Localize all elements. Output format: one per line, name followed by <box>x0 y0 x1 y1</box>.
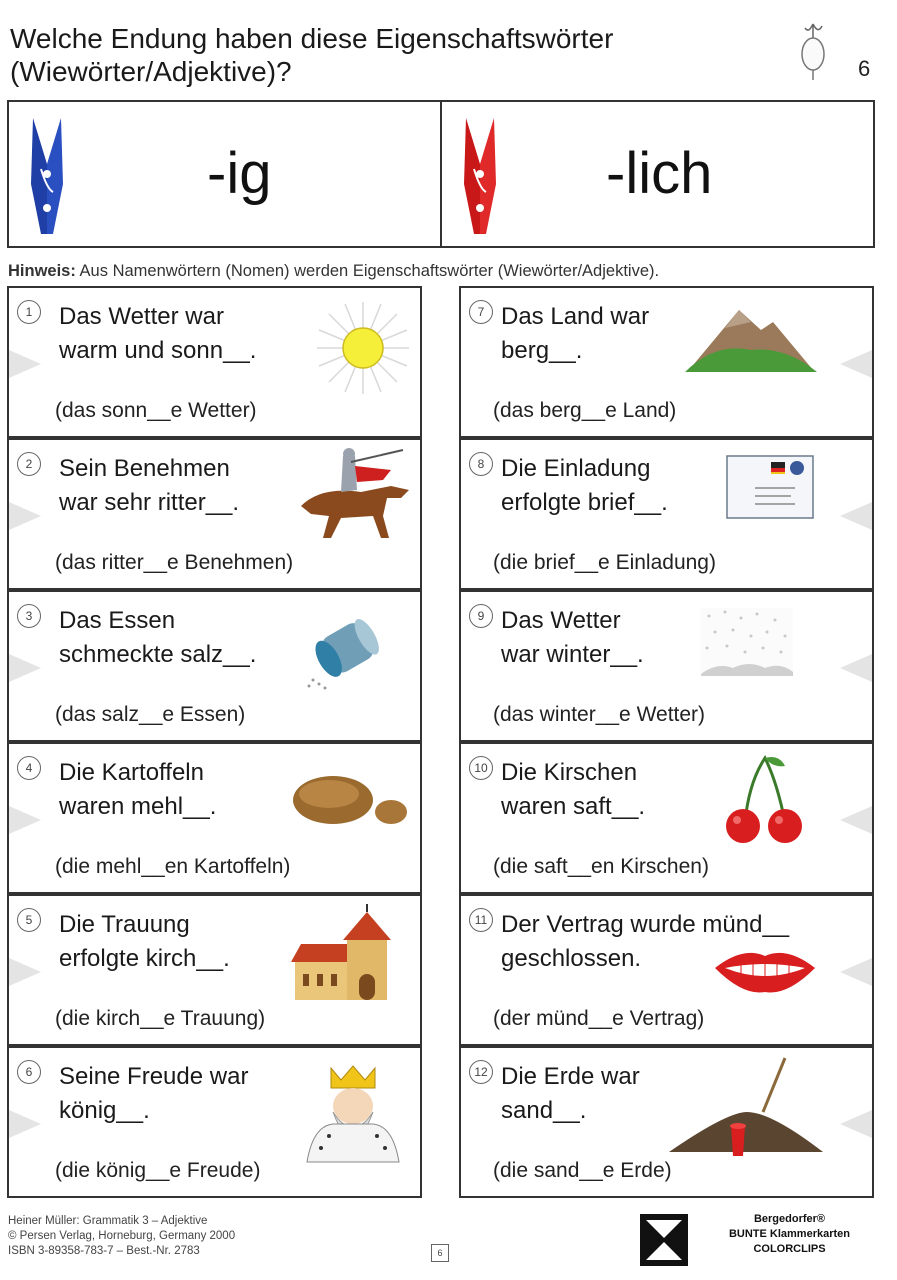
brand-sub: COLORCLIPS <box>753 1243 826 1255</box>
clip-marker <box>840 958 872 986</box>
hint-text: Aus Namenwörtern (Nomen) werden Eigenschaftswörter (Wiewörter/Adjektive). <box>79 262 660 280</box>
card-number: 7 <box>469 300 493 324</box>
card-hint: (das berg__e Land) <box>493 399 677 422</box>
card-hint: (das sonn__e Wetter) <box>55 399 257 422</box>
brand-series: BUNTE Klammerkarten <box>728 1228 851 1240</box>
card-number: 9 <box>469 604 493 628</box>
blue-clothespin-icon <box>27 114 67 238</box>
card-number: 2 <box>17 452 41 476</box>
page-title <box>10 22 613 88</box>
clip-marker <box>840 502 872 530</box>
card-hint: (die könig__e Freude) <box>55 1159 261 1182</box>
card-sentence: Der Vertrag wurde münd__ geschlossen. <box>501 911 790 972</box>
title-line-2: (Wiewörter/Adjektive)? <box>10 56 292 87</box>
card-sentence: Die Kartoffeln waren mehl__. <box>59 759 217 820</box>
card-hint: (die kirch__e Trauung) <box>55 1007 266 1030</box>
card-hint: (die saft__en Kirschen) <box>493 855 709 878</box>
card-hint: (das ritter__e Benehmen) <box>55 551 294 574</box>
clip-marker <box>9 654 41 682</box>
sand-pile-icon <box>667 1056 827 1160</box>
brand-block <box>702 1212 877 1257</box>
clip-marker <box>840 806 872 834</box>
card-11[interactable] <box>459 894 874 1046</box>
card-number: 8 <box>469 452 493 476</box>
card-sentence: Seine Freude war könig__. <box>59 1063 249 1124</box>
suffix-lich-panel <box>440 102 873 246</box>
brand-name: Bergedorfer® <box>753 1213 826 1225</box>
card-sentence: Die Trauung erfolgte kirch__. <box>59 911 230 972</box>
hint-label: Hinweis: <box>8 262 76 280</box>
snow-icon <box>697 602 797 682</box>
clip-marker <box>840 654 872 682</box>
card-7[interactable] <box>459 286 874 438</box>
card-hint: (das winter__e Wetter) <box>493 703 706 726</box>
card-9[interactable] <box>459 590 874 742</box>
radish-icon <box>793 20 833 84</box>
footer-page-box: 6 <box>431 1244 449 1262</box>
card-hint: (die brief__e Einladung) <box>493 551 716 574</box>
sun-icon <box>315 300 411 396</box>
card-hint: (die mehl__en Kartoffeln) <box>55 855 291 878</box>
card-number: 5 <box>17 908 41 932</box>
potatoes-icon <box>291 764 411 834</box>
card-number: 10 <box>469 756 493 780</box>
king-icon <box>303 1062 403 1166</box>
clip-marker <box>840 1110 872 1138</box>
card-number: 3 <box>17 604 41 628</box>
card-sentence: Die Einladung erfolgte brief__. <box>501 455 668 516</box>
card-sentence: Die Kirschen waren saft__. <box>501 759 646 820</box>
card-5[interactable] <box>7 894 422 1046</box>
clip-marker <box>9 350 41 378</box>
card-number: 11 <box>469 908 493 932</box>
mountain-icon <box>685 306 817 376</box>
suffix-header <box>7 100 875 248</box>
clip-marker <box>840 350 872 378</box>
mouth-icon <box>713 946 817 996</box>
card-12[interactable] <box>459 1046 874 1198</box>
clip-marker <box>9 502 41 530</box>
page-number: 6 <box>858 56 871 81</box>
card-3[interactable] <box>7 590 422 742</box>
salt-shaker-icon <box>299 614 399 694</box>
card-8[interactable] <box>459 438 874 590</box>
card-number: 1 <box>17 300 41 324</box>
title-line-1: Welche Endung haben diese Eigenschaftswörter <box>10 23 614 54</box>
suffix-lich: -lich <box>606 141 713 206</box>
card-sentence: Das Land war berg__. <box>501 303 650 364</box>
card-number: 4 <box>17 756 41 780</box>
red-clothespin-icon <box>460 114 500 238</box>
card-1[interactable] <box>7 286 422 438</box>
card-2[interactable] <box>7 438 422 590</box>
card-sentence: Das Wetter war winter__. <box>501 607 644 668</box>
card-hint: (der münd__e Vertrag) <box>493 1007 705 1030</box>
persen-logo-icon <box>640 1214 688 1266</box>
card-sentence: Das Essen schmeckte salz__. <box>59 607 257 668</box>
card-6[interactable] <box>7 1046 422 1198</box>
letter-icon <box>725 452 817 522</box>
suffix-ig-panel <box>9 102 440 246</box>
card-number: 12 <box>469 1060 493 1084</box>
card-sentence: Das Wetter war warm und sonn__. <box>59 303 257 364</box>
footer-credits: Heiner Müller: Grammatik 3 – Adjektive © Persen Verlag, Horneburg, Germany 2000 ISBN 3-89358-783-7 – Best.-Nr. 2783 <box>8 1215 236 1257</box>
card-hint: (die sand__e Erde) <box>493 1159 672 1182</box>
cherries-icon <box>719 752 811 844</box>
card-sentence: Sein Benehmen war sehr ritter__. <box>59 455 240 516</box>
clip-marker <box>9 1110 41 1138</box>
knight-icon <box>291 446 417 546</box>
card-hint: (das salz__e Essen) <box>55 703 246 726</box>
card-sentence: Die Erde war sand__. <box>501 1063 640 1124</box>
clip-marker <box>9 958 41 986</box>
suffix-ig: -ig <box>207 141 272 206</box>
hint-line <box>8 262 659 281</box>
church-icon <box>291 904 395 1008</box>
clip-marker <box>9 806 41 834</box>
card-4[interactable] <box>7 742 422 894</box>
card-number: 6 <box>17 1060 41 1084</box>
card-10[interactable] <box>459 742 874 894</box>
